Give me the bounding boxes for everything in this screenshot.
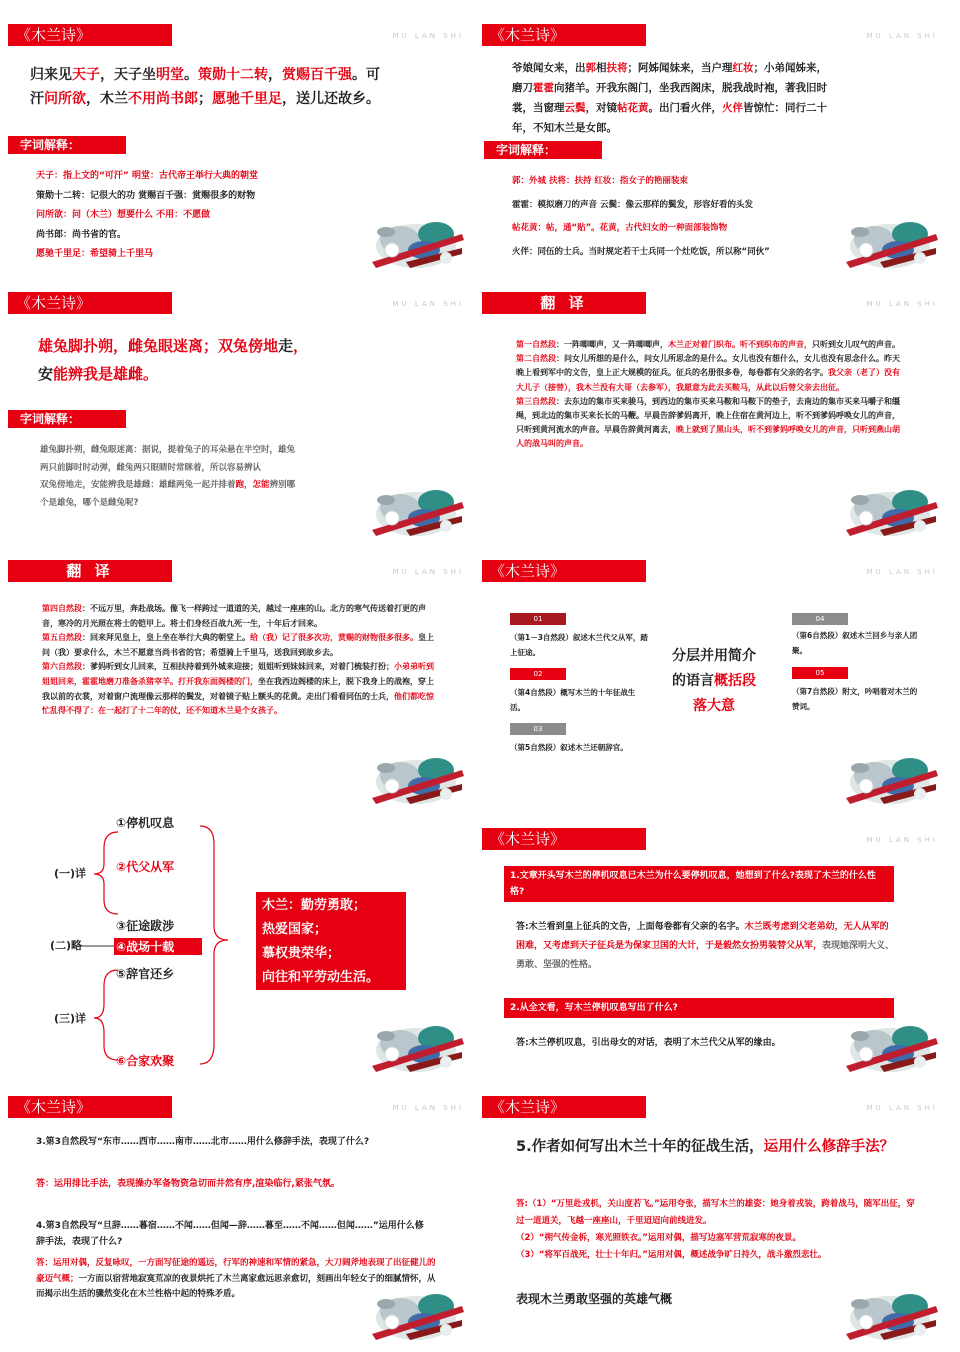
text-run: 愿驰千里足：希望骑上千里马 (36, 249, 154, 259)
text-run: ， (293, 337, 309, 355)
decoration-image (366, 740, 466, 810)
decoration-image (366, 204, 466, 274)
text-run: 相 (596, 62, 607, 74)
text-run: 木兰正对着门织布。听不到织布的声音， (668, 340, 812, 349)
item-4 (116, 938, 174, 955)
text-run: 第六自然段 (42, 662, 82, 672)
text-run: 运用什么修辞手法？ (763, 1139, 895, 1155)
slide-header: 《木兰诗》 (482, 560, 646, 582)
text-run: 个是雄兔，哪个是雌兔呢? (40, 497, 139, 508)
decoration-image (366, 472, 466, 542)
text-run: 第四自然段 (42, 604, 82, 613)
text-run: 雄兔脚扑朔，雌兔眼迷离；双兔傍地 (38, 337, 279, 355)
poem-text (512, 58, 932, 138)
text-run: 第三自然段 (516, 396, 556, 406)
watermark: MU LAN SHI (866, 568, 938, 576)
text-run: ③征途跋涉 (116, 919, 175, 933)
outline-badge-04: 04 (792, 613, 848, 625)
text-run: 他们都吃惊忙乱得不得了：在一起打了十二年的仗，还不知道木兰是个女孩子。 (42, 691, 434, 716)
text-run: 分层并用简介 (672, 648, 756, 664)
vocab-label: 字词解释： (8, 410, 126, 428)
text-run: 概述战争旷日持久，战斗激烈悲壮。 (690, 1250, 827, 1260)
text-run: 问所欲 (44, 91, 86, 107)
decoration-image (366, 1276, 466, 1346)
slide-header: 《木兰诗》 (482, 828, 646, 850)
outline-badge-02: 02 (510, 668, 566, 680)
slide-header: 翻 译 (8, 560, 172, 582)
text-run: ，送儿还故乡。 (282, 91, 380, 107)
slide-8 (474, 824, 944, 1082)
outline-text-01: （第1－3自然段）叙述木兰代父从军，踏上征途。 (510, 633, 648, 657)
watermark: MU LAN SHI (392, 568, 464, 576)
slide-6 (474, 556, 944, 814)
text-run: 赏赐百千强 (282, 67, 352, 83)
text-run: ；阿姊闻妹来，当户理 (627, 62, 733, 74)
text-run: 火伴 (722, 102, 743, 114)
text-run: 答:木兰看到皇上征兵的文告，上面每卷都有父亲的名字。 (516, 922, 745, 932)
text-run: 皆惊忙：同行二十 (743, 102, 827, 114)
slide-header: 《木兰诗》 (8, 1096, 172, 1118)
answer-3 (36, 1176, 432, 1192)
text-run: 概括段 (714, 673, 756, 689)
text-run: 答:（1）“万里赴戎机，关山度若飞。”运用夸张， (516, 1199, 703, 1209)
vocab-notes (40, 442, 390, 512)
outline-text-04: （第6自然段）叙述木兰回乡与亲人团聚。 (792, 631, 918, 655)
poem-text (30, 63, 450, 111)
slide-9 (0, 1092, 470, 1350)
text-run: ， (268, 67, 282, 83)
text-run: ；小弟闻姊来， (753, 62, 827, 74)
item-2 (116, 858, 174, 875)
text-run: 第二自然段 (516, 354, 556, 364)
watermark: MU LAN SHI (392, 300, 464, 308)
text-run: 扶将 (606, 62, 628, 74)
question-1: 1.文章开头写木兰的停机叹息已木兰为什么要停机叹息，她想到了什么?表现了木兰的什么性格? (504, 866, 894, 902)
text-run: 。出门看火伴， (648, 102, 722, 114)
text-run: 郭 (585, 62, 596, 74)
decoration-image (840, 472, 940, 542)
text-run: 描写木兰的雄姿：她身着戎装，跨着战马，随军出征，穿过一道道关，飞越一座座山，千里迢迢向前线进发。 (516, 1199, 915, 1226)
translation-text (516, 338, 906, 452)
watermark: MU LAN SHI (866, 300, 938, 308)
text-run: 天子 (72, 67, 100, 83)
text-run: 安 (38, 365, 54, 383)
text-run: 3.第3自然段写“东市……西市……南市……北市……用什么修辞手法，表现了什么? (36, 1137, 370, 1147)
decoration-image (840, 1008, 940, 1078)
outline-text-03: （第5自然段）叙述木兰还朝辞官。 (510, 743, 628, 752)
text-run: ：不远万里，奔赴战场。像飞一样跨过一道道的关，越过一座座的山。北方的寒气传送着打更的声音，寒冷的月光照在将士的铠甲上。将士们身经百战九死一生，十年后才回来。 (42, 604, 426, 628)
text-run: 皇上问（我）要求什么，木兰不愿意当尚书省的官；希望骑上千里马，送我回到故乡去。 (42, 633, 434, 657)
text-run: ，木兰 (86, 91, 128, 107)
text-run: ，天子坐 (100, 67, 156, 83)
decoration-image (366, 1008, 466, 1078)
text-run: ， (244, 480, 253, 490)
vocab-label: 字词解释： (484, 141, 602, 159)
text-run: 策勋十二转 (198, 67, 268, 83)
vocab-label: 字词解释： (8, 136, 126, 154)
watermark: MU LAN SHI (866, 1104, 938, 1112)
slide-2 (474, 20, 944, 278)
text-run: （3）“将军百战死，壮士十年归。”运用对偶， (516, 1250, 691, 1260)
text-run: （2）“朔气传金柝，寒光照铁衣。”运用对偶， (516, 1233, 691, 1243)
text-run: 只听到女儿叹气的声音。 (812, 340, 900, 349)
text-run: 爷娘闻女来，出 (512, 62, 586, 74)
text-run: 双兔傍地走，安能辨我是雄雌：雄雌两兔一起并排着 (40, 480, 236, 490)
answer-5 (516, 1196, 916, 1264)
text-run: 怎能 (252, 480, 270, 490)
text-run: ：去东边的集市买来骏马，到西边的集市买来马鞍和马鞍下的垫子，去南边的集市买来马嚼子和缰绳，到北边的集市买来长长的马鞭。早晨告辞爹妈离开，晚上住宿在黄河边上，听不到爹妈呼唤女儿的声音，只听到黄河流水的声音。早晨告辞黄河离去， (516, 396, 900, 435)
poem-text (38, 332, 458, 388)
text-run: 云鬓 (564, 102, 586, 114)
text-run: 一方面以宿营地寂寞荒凉的夜景烘托了木兰离家愈远思亲愈切，刻画出年轻女子的细腻情怀，从而揭示出生活的骤然变化在木兰性格中起的特殊矛盾。 (36, 1273, 436, 1299)
text-run: 红妆 (732, 62, 754, 74)
slide-header: 翻 译 (482, 292, 646, 314)
text-run: 向猪羊。开我东阁门，坐我西阁床，脱我战时袍，著我旧时 (554, 82, 827, 94)
text-run: 愿驰千里足 (212, 91, 282, 107)
text-run: 不用尚书郎 (128, 91, 198, 107)
text-run: 坐在我西边阁楼的床上，脱下我身上的战袍，穿上我以前的衣裳，对着窗户流理像云那样的鬓发，对着镜子贴上额头的花黄。走出门看看同伍的士兵， (42, 676, 434, 701)
text-run: 磨刀 (512, 82, 533, 94)
text-run: ：问女儿所想的是什么，问女儿所思念的是什么。女儿也没有想什么，女儿也没有思念什么。昨天晚上看到军中的文告，皇上正大规模的征兵。征兵的名册很多卷，每卷都有父亲的名字。 (516, 354, 900, 378)
question-4 (36, 1218, 432, 1250)
text-run: 明堂 (156, 67, 184, 83)
text-run: 霍霍：模拟磨刀的声音 云鬓：像云那样的鬓发，形容好看的头发 (512, 199, 753, 210)
text-run: 走 (278, 337, 294, 355)
character-summary-box (256, 892, 406, 990)
question-3 (36, 1134, 432, 1150)
slide-7 (0, 816, 470, 1082)
outline-text-02: （第4自然段）概写木兰的十年征战生活。 (510, 688, 636, 712)
text-run: 策勋十二转：记很大的功 赏赐百千强：赏赐很多的财物 (36, 190, 256, 201)
slide-10 (474, 1092, 944, 1350)
question-2: 2.从全文看，写木兰停机叹息写出了什么? (504, 998, 894, 1018)
group-2: (二)略 (50, 939, 83, 952)
text-run: 能辨我是雄雌。 (53, 365, 159, 383)
watermark: MU LAN SHI (392, 32, 464, 40)
outline-badge-05: 05 (792, 667, 848, 679)
text-run: 汗 (30, 91, 44, 107)
conclusion: 表现木兰勇敢坚强的英雄气概 (516, 1292, 673, 1306)
text-run: 答：运用对偶，反复咏叹，一方面写征途的遥远，行军的神速和军情的紧急，大刀阔斧地表现了出征健儿的豪迈气概； (36, 1258, 436, 1284)
slide-5 (0, 556, 470, 814)
decoration-image (840, 204, 940, 274)
text-run: 问所欲：问（木兰）想要什么 不用：不愿做 (36, 210, 211, 220)
summary-line: 木兰：勤劳勇敢； (262, 898, 367, 913)
translation-text (42, 602, 434, 719)
text-run: 晚上就到了黑山头，听不到爹妈呼唤女儿的声音，只听到燕山胡人的战马叫的声音。 (516, 425, 900, 449)
answer-2 (516, 1034, 896, 1052)
text-run: ②代父从军 (116, 860, 175, 874)
summary-line: 慕权贵荣华； (262, 946, 341, 961)
text-run: 表现她深明大义、勇敢、坚强的性格。 (516, 941, 895, 970)
text-run: 霍霍 (533, 82, 554, 94)
text-run: 答:木兰停机叹息，引出母女的对话，表明了木兰代父从军的缘由。 (516, 1038, 781, 1048)
text-run: ：一阵唧唧声，又一阵唧唧声， (556, 340, 668, 349)
text-run: ⑥合家欢聚 (116, 1054, 175, 1068)
text-run: ：爹妈听到女儿回来，互相扶持着到外城来迎接；姐姐听到妹妹回来，对着门梳装打扮； (82, 662, 394, 672)
watermark: MU LAN SHI (866, 32, 938, 40)
text-run: 答：运用排比手法，表现操办军备物资急切而井然有序,渲染临行,紧张气氛。 (36, 1179, 340, 1189)
decoration-image (840, 740, 940, 810)
text-run: 年，不知木兰是女郎。 (512, 122, 617, 134)
slide-header: 《木兰诗》 (8, 292, 172, 314)
slide-header: 《木兰诗》 (482, 24, 646, 46)
decoration-image (840, 1276, 940, 1346)
slide-header: 《木兰诗》 (482, 1096, 646, 1118)
watermark: MU LAN SHI (392, 1104, 464, 1112)
text-run: 落大意 (693, 698, 735, 714)
text-run: 我父亲（老了）没有大儿子（接替），我木兰没有大哥（去参军），我愿意为此去买鞍马，从此以后替父亲去出征。 (516, 368, 900, 392)
text-run: ④战场十载 (116, 940, 175, 954)
text-run: ，对镜 (585, 102, 617, 114)
text-run: 帖花黄 (617, 102, 649, 114)
text-run: 描写边塞军营荒寂寒的夜景。 (690, 1233, 801, 1243)
text-run: 小弟弟听到姐姐回来，霍霍地磨刀准备杀猪宰羊。打开我东面阁楼的门， (42, 662, 434, 686)
item-5 (116, 965, 174, 982)
slide-4 (474, 288, 944, 546)
group-3: (三)详 (54, 1012, 87, 1025)
text-run: 跑 (235, 480, 245, 490)
outline-badge-03: 03 (510, 723, 566, 735)
text-run: 5.作者如何写出木兰十年的征战生活， (516, 1139, 764, 1155)
text-run: 火伴：同伍的士兵。当时规定若干士兵同一个灶吃饭，所以称“同伙” (512, 246, 770, 257)
text-run: 天子：指上文的“可汗” 明堂：古代帝王举行大典的朝堂 (36, 171, 258, 181)
text-run: 郭：外城 扶将：扶持 红妆：指女子的艳丽装束 (512, 176, 688, 186)
text-run: 第一自然段 (516, 340, 556, 349)
text-run: 辨别哪 (269, 480, 296, 490)
text-run: 。 (184, 67, 198, 83)
text-run: ； (198, 91, 212, 107)
watermark: MU LAN SHI (866, 836, 938, 844)
text-run: ⑤辞官还乡 (116, 967, 175, 981)
item-3 (116, 917, 174, 934)
slide-header: 《木兰诗》 (8, 24, 172, 46)
group-1: (一)详 (54, 867, 87, 880)
text-run: 的语言 (672, 673, 714, 689)
text-run: 帖花黄：帖，通“贴”。花黄，古代妇女的一种面部装饰物 (512, 223, 728, 233)
item-1 (116, 814, 174, 831)
answer-1 (516, 918, 896, 975)
item-6 (116, 1052, 174, 1069)
text-run: 两只前脚时时动弹，雌兔两只眼睛时常眯着，所以容易辨认 (40, 462, 262, 473)
text-run: 给（我）记了很多次功，赏赐的财物很多很多。 (250, 633, 418, 643)
text-run: ①停机叹息 (116, 816, 175, 830)
summary-line: 热爱国家； (262, 922, 328, 937)
slide-3 (0, 288, 470, 546)
text-run: 木兰既考虑到父老弟幼，无人从军的困难，又考虑到天子征兵是为保家卫国的大计，于是毅然女扮男装替父从军， (516, 922, 889, 951)
center-summary (646, 644, 782, 719)
outline-text-05: （第7自然段）附文，吟唱着对木兰的赞词。 (792, 687, 918, 711)
text-run: 第五自然段 (42, 633, 82, 643)
question-5 (516, 1134, 908, 1160)
slide-1 (0, 20, 470, 278)
text-run: 尚书郎：尚书省的官。 (36, 229, 127, 240)
text-run: 。可 (352, 67, 380, 83)
text-run: 雄兔脚扑朔，雌兔眼迷离：据说，提着兔子的耳朵悬在半空时，雄兔 (40, 445, 296, 455)
text-run: 归来见 (30, 67, 72, 83)
text-run: ：回来拜见皇上，皇上坐在举行大典的朝堂上。 (82, 633, 250, 643)
text-run: 裳，当窗理 (512, 102, 565, 114)
text-run: 4.第3自然段写“旦辞……暮宿……不闻……但闻—辞……暮至……不闻……但闻……”运用什么修辞手法，表现了什么? (36, 1221, 424, 1247)
summary-line: 向往和平劳动生活。 (262, 970, 380, 985)
outline-badge-01: 01 (510, 613, 566, 625)
